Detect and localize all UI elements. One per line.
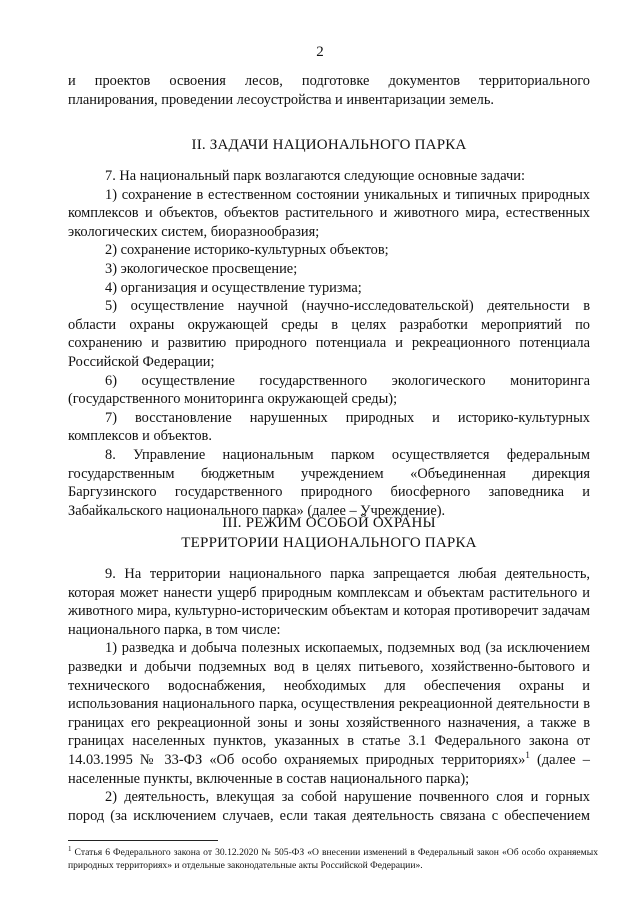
task-item-6: 6) осуществление государственного экологического мониторинга (государственного мониторинга окружающей среды); — [68, 372, 590, 408]
footnote-divider — [68, 840, 218, 841]
page-number: 2 — [316, 44, 324, 60]
section-2-heading: II. ЗАДАЧИ НАЦИОНАЛЬНОГО ПАРКА — [191, 137, 467, 153]
prohibition-item-2: 2) деятельность, влекущая за собой нарушение почвенного слоя и горных пород (за исключением случаев, если такая деятельность связана с обеспечением — [68, 789, 590, 824]
section-3-heading-line-1: III. РЕЖИМ ОСОБОЙ ОХРАНЫ — [222, 515, 436, 531]
section-2 — [68, 135, 590, 155]
footnote-marker: 1 — [68, 844, 72, 853]
task-item-4: 4) организация и осуществление туризма; — [105, 279, 362, 296]
task-item-3: 3) экологическое просвещение; — [105, 260, 298, 277]
task-item-2: 2) сохранение историко-культурных объектов; — [105, 242, 389, 259]
prohibition-item-1-tail: (далее – населенные пункты, включенные в состав национального парка); — [68, 751, 590, 787]
prohibition-item-1-text: 1) разведка и добыча полезных ископаемых, подземных вод (за исключением разведки и добычи подземных вод в целях питьевого, хозяйственно-бытового и технического водоснабжения, необходимых для обеспечения охраны и использования национального парка, осуществления рекреационной деятельности в границах его рекреационной зоны и зоны хозяйственного назначения, а также в границах населенных пунктов, указанных в статье 3.1 Федерального закона от 14.03.1995 № 33-ФЗ «Об особо охраняемых природных территориях» — [68, 640, 590, 768]
task-item-1: 1) сохранение в естественном состоянии уникальных и типичных природных комплексов и объектов, объектов растительного и животного мира, естественных экологических систем, биоразнообразия; — [68, 186, 590, 240]
intro-paragraph: и проектов освоения лесов, подготовке документов территориального планирования, проведении лесоустройства и инвентаризации земель. — [68, 73, 590, 108]
task-item-5: 5) осуществление научной (научно-исследовательской) деятельности в области охраны окружающей среды в целях разработки мероприятий по сохранению и развитию природного потенциала и рекреационного потенциала Российской Федерации; — [68, 298, 590, 370]
paragraph-9: 9. На территории национального парка запрещается любая деятельность, которая может нанести ущерб природным комплексам и объектам растительного и животного мира, культурно-историческим объектам и которая противоречит задачам национального парка, в том числе: — [68, 566, 590, 638]
footnote — [68, 846, 598, 872]
prohibition-item-1 — [68, 639, 590, 788]
intro-paragraph-block — [68, 72, 590, 109]
section-2-body — [68, 167, 590, 520]
section-3 — [68, 513, 590, 553]
section-3-heading-line-2: ТЕРРИТОРИИ НАЦИОНАЛЬНОГО ПАРКА — [181, 535, 477, 551]
task-item-7: 7) восстановление нарушенных природных и историко-культурных комплексов и объектов. — [68, 409, 590, 445]
footnote-reference: 1 — [525, 750, 530, 761]
paragraph-8: 8. Управление национальным парком осуществляется федеральным государственным бюджетным учреждением «Объединенная дирекция Баргузинского государственного природного биосферного заповедника и Забайкальского национального парка» (далее – Учреждение). — [68, 446, 590, 519]
footnote-text: Статья 6 Федерального закона от 30.12.2020 № 505-ФЗ «О внесении изменений в Федеральный закон «Об особо охраняемых природных территориях» и отдельные законодательные акты Российской Федерации». — [68, 847, 598, 871]
paragraph-7: 7. На национальный парк возлагаются следующие основные задачи: — [105, 168, 525, 184]
section-3-body — [68, 565, 590, 825]
